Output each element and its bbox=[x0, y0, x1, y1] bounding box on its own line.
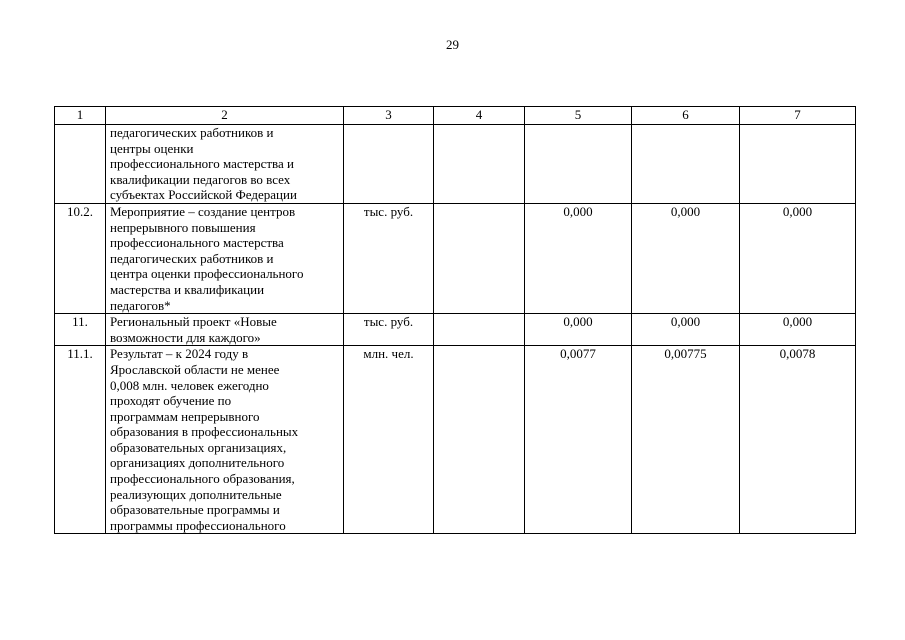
row-value-col5 bbox=[525, 125, 632, 204]
description-line: организациях дополнительного bbox=[110, 455, 285, 471]
description-line: непрерывного повышения bbox=[110, 219, 256, 235]
column-header-6: 6 bbox=[632, 107, 740, 125]
description-line: программы профессионального bbox=[110, 517, 286, 533]
row-number bbox=[55, 125, 106, 204]
row-value-col6: 0,000 bbox=[632, 314, 740, 346]
row-unit: тыс. руб. bbox=[344, 203, 434, 313]
row-description bbox=[106, 125, 344, 204]
description-line: программам непрерывного bbox=[110, 408, 260, 424]
description-line: центры оценки bbox=[110, 140, 194, 156]
description-line: проходят обучение по bbox=[110, 393, 232, 409]
row-value-col6 bbox=[632, 125, 740, 204]
table-row bbox=[55, 346, 856, 534]
description-line: Региональный проект «Новые bbox=[110, 314, 277, 330]
row-value-col5: 0,000 bbox=[525, 203, 632, 313]
row-number: 11.1. bbox=[55, 346, 106, 534]
indicator-table bbox=[54, 106, 856, 534]
row-value-col7 bbox=[740, 125, 856, 204]
description-line: квалификации педагогов во всех bbox=[110, 171, 291, 187]
row-unit: тыс. руб. bbox=[344, 314, 434, 346]
description-line: центра оценки профессионального bbox=[110, 266, 304, 282]
row-unit: млн. чел. bbox=[344, 346, 434, 534]
table-row bbox=[55, 125, 856, 204]
description-line: профессионального образования, bbox=[110, 471, 295, 487]
column-header-5: 5 bbox=[525, 107, 632, 125]
row-description bbox=[106, 314, 344, 346]
row-value-col4 bbox=[434, 125, 525, 204]
row-description bbox=[106, 203, 344, 313]
description-line: 0,008 млн. человек ежегодно bbox=[110, 377, 269, 393]
description-line: образовательные программы и bbox=[110, 502, 280, 518]
row-number: 11. bbox=[55, 314, 106, 346]
row-value-col4 bbox=[434, 346, 525, 534]
description-line: возможности для каждого» bbox=[110, 329, 261, 345]
row-number: 10.2. bbox=[55, 203, 106, 313]
row-value-col7: 0,000 bbox=[740, 314, 856, 346]
description-line: субъектах Российской Федерации bbox=[110, 187, 297, 203]
description-line: образовательных организациях, bbox=[110, 439, 287, 455]
row-description bbox=[106, 346, 344, 534]
description-line: педагогов* bbox=[110, 297, 171, 313]
row-value-col4 bbox=[434, 203, 525, 313]
row-value-col6: 0,000 bbox=[632, 203, 740, 313]
column-header-1: 1 bbox=[55, 107, 106, 125]
row-unit bbox=[344, 125, 434, 204]
row-value-col5: 0,000 bbox=[525, 314, 632, 346]
table-row bbox=[55, 314, 856, 346]
page-number: 29 bbox=[446, 37, 459, 52]
row-value-col7: 0,000 bbox=[740, 203, 856, 313]
column-header-4: 4 bbox=[434, 107, 525, 125]
row-value-col7: 0,0078 bbox=[740, 346, 856, 534]
description-line: педагогических работников и bbox=[110, 250, 274, 266]
column-header-2: 2 bbox=[106, 107, 344, 125]
column-header-7: 7 bbox=[740, 107, 856, 125]
description-line: профессионального мастерства и bbox=[110, 156, 294, 172]
description-line: мастерства и квалификации bbox=[110, 281, 265, 297]
description-line: Результат – к 2024 году в bbox=[110, 346, 249, 362]
description-line: педагогических работников и bbox=[110, 125, 274, 140]
row-value-col5: 0,0077 bbox=[525, 346, 632, 534]
description-line: реализующих дополнительные bbox=[110, 486, 282, 502]
row-value-col6: 0,00775 bbox=[632, 346, 740, 534]
description-line: Ярославской области не менее bbox=[110, 361, 280, 377]
table-row bbox=[55, 203, 856, 313]
description-line: Мероприятие – создание центров bbox=[110, 203, 296, 219]
row-value-col4 bbox=[434, 314, 525, 346]
description-line: профессионального мастерства bbox=[110, 235, 284, 251]
description-line: образования в профессиональных bbox=[110, 424, 299, 440]
column-header-3: 3 bbox=[344, 107, 434, 125]
header-row bbox=[55, 107, 856, 125]
